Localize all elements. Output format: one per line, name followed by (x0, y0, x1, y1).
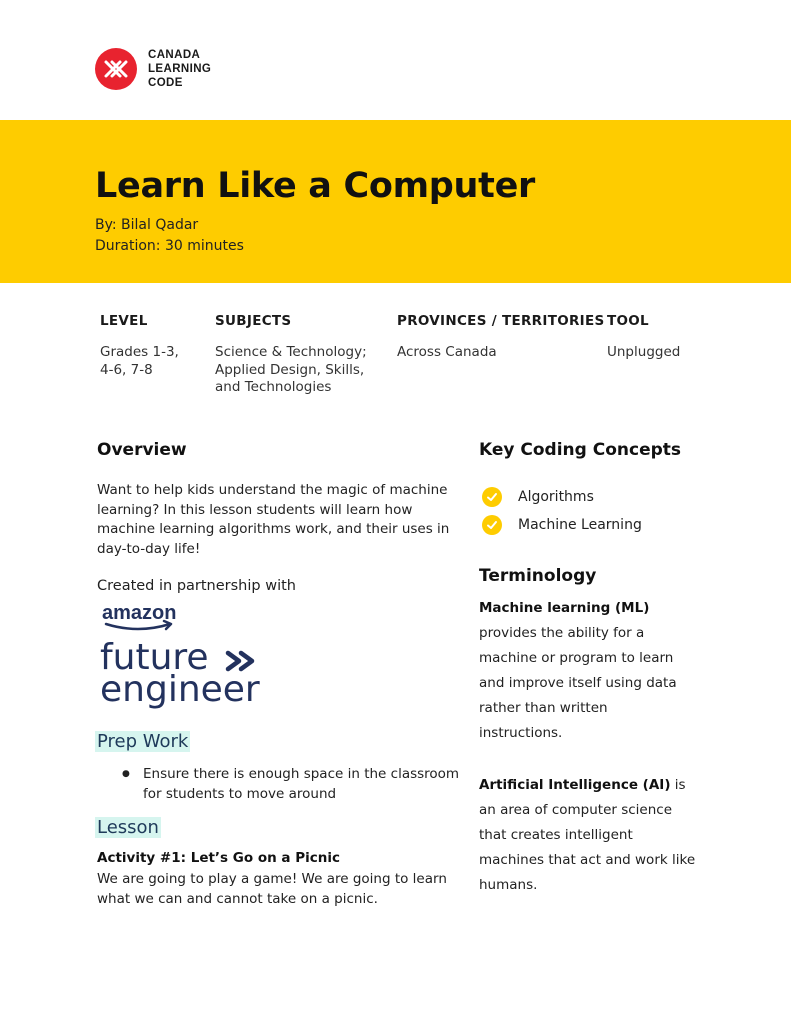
key-concepts-heading: Key Coding Concepts (479, 440, 682, 460)
page-title: Learn Like a Computer (95, 166, 535, 206)
fe-word-1: future (100, 637, 209, 678)
tool-label: TOOL (607, 313, 649, 329)
subjects-value: Science & Technology; Applied Design, Skills, and Technologies (215, 344, 367, 395)
canada-learning-code-logo (95, 48, 211, 90)
overview-text: Want to help kids understand the magic of machine learning? In this lesson students will learn how machine learning algorithms work, and their uses in day-to-day life! (97, 482, 450, 557)
tool-value: Unplugged (607, 344, 681, 360)
term-definition: provides the ability for a machine or program to learn and improve itself using data rather than written instructions. (479, 625, 677, 741)
fe-word-2: engineer (100, 669, 260, 710)
check-icon (482, 487, 502, 507)
logo-line-1: CANADA (148, 49, 201, 61)
level-label: LEVEL (100, 313, 148, 329)
term-name: Machine learning (ML) (479, 600, 650, 616)
subjects-label: SUBJECTS (215, 313, 292, 329)
logo-line-2: LEARNING (148, 63, 212, 75)
provinces-label: PROVINCES / TERRITORIES (397, 313, 605, 329)
term-ai (479, 773, 699, 898)
overview-heading: Overview (97, 440, 187, 460)
check-icon (482, 515, 502, 535)
logo-line-3: CODE (148, 77, 183, 89)
concept-label: Algorithms (518, 489, 594, 505)
concept-item-machine-learning (482, 515, 642, 535)
byline (95, 215, 244, 257)
prep-work-list (122, 765, 462, 804)
partnership-text: Created in partnership with (97, 578, 296, 594)
author: By: Bilal Qadar (95, 217, 199, 233)
concept-label: Machine Learning (518, 517, 642, 533)
duration: Duration: 30 minutes (95, 238, 244, 254)
list-item: ● Ensure there is enough space in the classroom for students to move around (122, 765, 462, 804)
activity-title: Activity #1: Let’s Go on a Picnic (97, 850, 341, 866)
logo-text (148, 48, 211, 90)
lesson-heading: Lesson (97, 817, 159, 838)
concept-item-algorithms (482, 487, 594, 507)
term-name: Artificial Intelligence (AI) (479, 777, 671, 793)
prep-work-heading: Prep Work (97, 731, 189, 752)
term-ml (479, 596, 684, 746)
amazon-wordmark: amazon (102, 602, 177, 624)
provinces-value: Across Canada (397, 344, 497, 360)
terminology-heading: Terminology (479, 566, 597, 586)
clc-logo-icon (95, 48, 137, 90)
activity-text: We are going to play a game! We are going to learn what we can and cannot take on a picnic. (97, 871, 447, 907)
future-engineer-logo (100, 637, 275, 711)
amazon-logo (100, 600, 186, 636)
term-definition: is an area of computer science that creates intelligent machines that act and work like humans. (479, 777, 696, 893)
level-value: Grades 1-3, 4-6, 7-8 (100, 344, 179, 378)
